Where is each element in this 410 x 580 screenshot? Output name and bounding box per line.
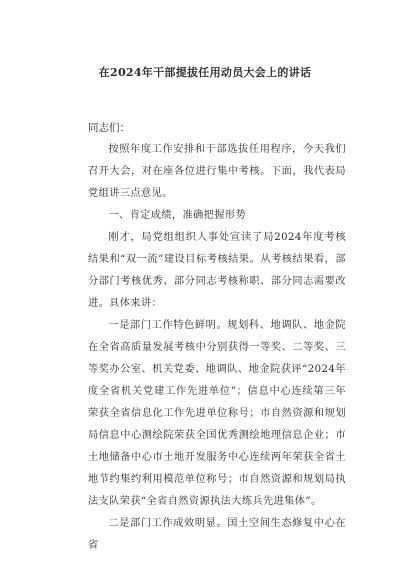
document-body — [88, 117, 346, 557]
greeting: 同志们： — [88, 122, 130, 134]
paragraph-point-2: 二是部门工作成效明显。国土空间生态修复中心在省 — [88, 518, 346, 551]
section-heading-1: 一、肯定成绩，准确把握形势 — [108, 210, 247, 221]
paragraph-intro: 按照年度工作安排和干部选拔任用程序，今天我们召开大会，对在座各位进行集中考核。下面，我代表局党组讲三点意见。 — [88, 144, 346, 199]
paragraph-assessment: 刚才，局党组组织人事处宣读了局2024年度考核结果和“双一流”建设目标考核结果。从考核结果看，部分部门考核优秀、部分同志考核称职、部分同志需要改进。具体来讲： — [88, 232, 346, 309]
document-title: 在2024年干部提拔任用动员大会上的讲话 — [98, 66, 312, 79]
paragraph-point-1: 一是部门工作特色鲜明。规划科、地调队、地金院在全省高质量发展考核中分别获得一等奖、二等奖、三等奖办公室、机关党委、地调队、地金院获评“2024年度全省机关党建工作先进单位”；信息中心连续第三年荣获全省信息化工作先进单位称号；市自然资源和规划局信息中心测绘院荣获全国优秀测绘地理信息企业；市土地储备中心市土地开发服务中心连续两年荣获全省土地节约集约利用模范单位称号；市自然资源和规划局执法支队荣获“全省自然资源执法大练兵先进集体”。 — [88, 320, 346, 507]
